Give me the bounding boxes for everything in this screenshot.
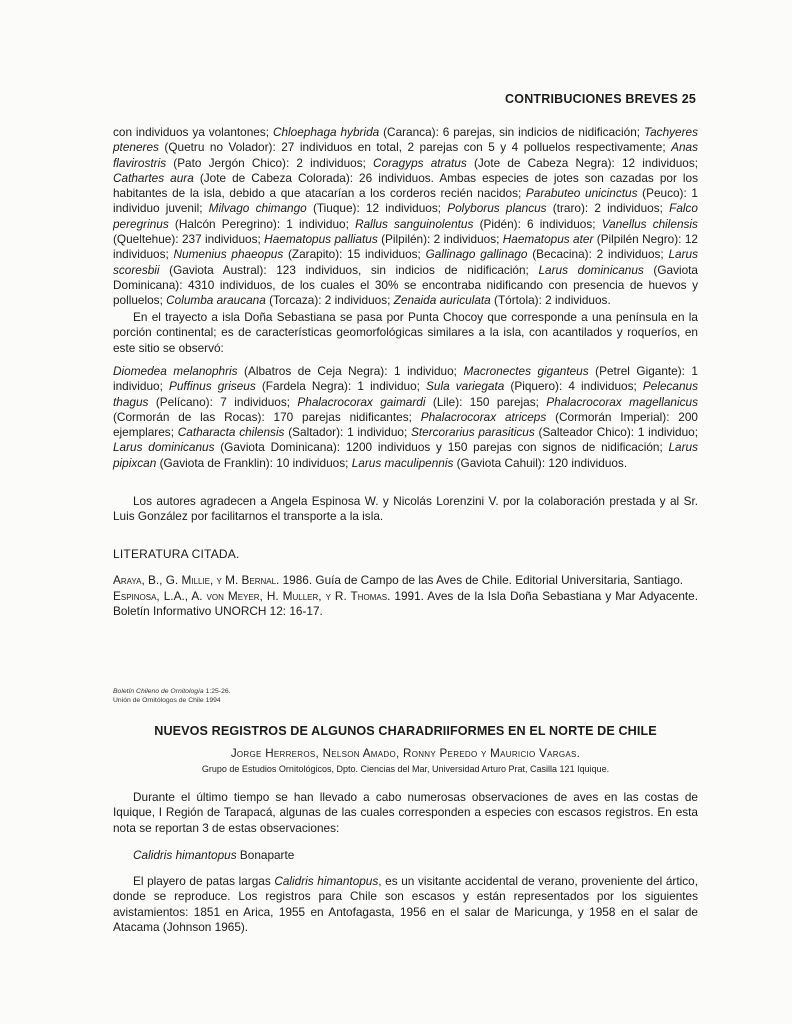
- paragraph-text: con individuos ya volantones; Chloephaga hybrida (Caranca): 6 parejas, sin indicios de nidificación; Tachyeres pteneres (Quetru no Volador): 27 individuos en total, 2 parejas con 5 y 4 polluelos respectivamente; Anas flavirostris (Pato Jergón Chico): 2 individuos; Coragyps atratus (Jote de Cabeza Negra): 12 individuos; Cathartes aura (Jote de Cabeza Colorada): 26 individuos. Ambas especies de jotes son cazadas por los habitantes de la isla, debido a que atacarían a los corderos recién nacidos; Parabuteo unicinctus (Peuco): 1 individuo juvenil; Milvago chimango (Tiuque): 12 individuos; Polyborus plancus (traro): 2 individuos; Falco peregrinus (Halcón Peregrino): 1 individuo; Rallus sanguinolentus (Pidén): 6 individuos; Vanellus chilensis (Queltehue): 237 individuos; Haematopus palliatus (Pilpilén): 2 individuos; Haematopus ater (Pilpilén Negro): 12 individuos; Numenius phaeopus (Zarapito): 15 individuos; Gallinago gallinago (Becacina): 2 individuos; Larus scoresbii (Gaviota Austral): 123 individuos, sin indicios de nidificación; Larus dominicanus (Gaviota Dominicana): 4310 individuos, de los cuales el 30% se encontraba nidificando con presencia de huevos y polluelos; Columba araucana (Torcaza): 2 individuos; Zenaida auriculata (Tórtola): 2 individuos.: [113, 125, 698, 308]
- note-intro-paragraph: Durante el último tiempo se han llevado a cabo numerosas observaciones de aves en las costas de Iquique, I Región de Tarapacá, algunas de las cuales corresponden a especies con escasos registros. En esta nota se reportan 3 de estas observaciones:: [113, 790, 698, 835]
- journal-footnote: Boletín Chileno de Ornitología 1:25-26. Unión de Ornitólogos de Chile 1994: [113, 688, 231, 704]
- literature-section: [113, 547, 698, 619]
- note-affiliation: Grupo de Estudios Ornitológicos, Dpto. Ciencias del Mar, Universidad Arturo Prat, Casilla 121 Iquique.: [201, 764, 610, 774]
- acknowledgements-paragraph: Los autores agradecen a Angela Espinosa W. y Nicolás Lorenzini V. por la colaboración prestada y al Sr. Luis González por facilitarnos el transporte a la isla.: [113, 494, 698, 524]
- calidris-paragraph: El playero de patas largas Calidris himantopus, es un visitante accidental de verano, proveniente del ártico, donde se reproduce. Los registros para Chile son escasos y están representados por los siguientes avistamientos: 1851 en Arica, 1955 en Antofagasta, 1956 en el salar de Maricunga, y 1958 en el salar de Atacama (Johnson 1965).: [113, 874, 698, 934]
- reference-1: Araya, B., G. Millie, y M. Bernal. 1986. Guía de Campo de las Aves de Chile. Editorial Universitaria, Santiago.: [113, 573, 684, 588]
- literature-heading: LITERATURA CITADA.: [113, 547, 240, 561]
- running-head: CONTRIBUCIONES BREVES 25: [505, 92, 696, 106]
- species-subheading: Calidris himantopus Bonaparte: [133, 848, 295, 862]
- punta-chocoy-species-paragraph: [113, 364, 698, 471]
- note-authors: Jorge Herreros, Nelson Amado, Ronny Peredo y Mauricio Vargas.: [230, 747, 581, 760]
- reference-2: Espinosa, L.A., A. von Meyer, H. Muller, y R. Thomas. 1991. Aves de la Isla Doña Sebastiana y Mar Adyacente. Boletín Informativo UNORCH 12: 16-17.: [113, 588, 699, 618]
- species-list-paragraph: [113, 125, 698, 309]
- paragraph-text: Diomedea melanophris (Albatros de Ceja Negra): 1 individuo; Macronectes giganteus (Petrel Gigante): 1 individuo; Puffinus griseus (Fardela Negra): 1 individuo; Sula variegata (Piquero): 4 individuos; Pelecanus thagus (Pelícano): 7 individuos; Phalacrocorax gaimardi (Lile): 150 parejas; Phalacrocorax magellanicus (Cormorán de las Rocas): 170 parejas nidificantes; Phalacrocorax atriceps (Cormorán Imperial): 200 ejemplares; Catharacta chilensis (Saltador): 1 individuo; Stercorarius parasiticus (Salteador Chico): 1 individuo; Larus dominicanus (Gaviota Dominicana): 1200 individuos y 150 parejas con signos de nidificación; Larus pipixcan (Gaviota de Franklin): 10 individuos; Larus maculipennis (Gaviota Cahuil): 120 individuos.: [113, 364, 698, 470]
- note-title: NUEVOS REGISTROS DE ALGUNOS CHARADRIIFORMES EN EL NORTE DE CHILE: [154, 724, 657, 738]
- punta-chocoy-paragraph: En el trayecto a isla Doña Sebastiana se pasa por Punta Chocoy que corresponde a una península en la porción continental; es de características geomorfológicas similares a la isla, con acantilados y roqueríos, en este sitio se observó:: [113, 310, 698, 355]
